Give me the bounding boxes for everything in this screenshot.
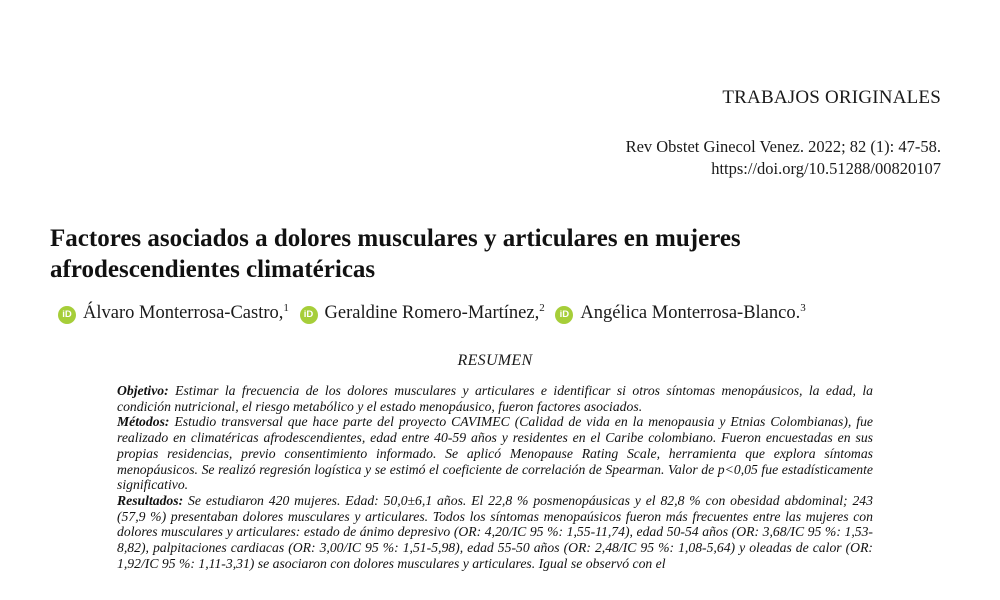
- orcid-icon[interactable]: iD: [300, 306, 318, 324]
- doi-link[interactable]: https://doi.org/10.51288/00820107: [711, 159, 941, 178]
- author-affiliation: 2: [539, 302, 545, 314]
- orcid-icon[interactable]: iD: [58, 306, 76, 324]
- abstract-section-text: Se estudiaron 420 mujeres. Edad: 50,0±6,1 años. El 22,8 % posmenopáusicas y el 82,8 % con obesidad abdominal; 243 (57,9 %) presentaban dolores musculares y articulares. Todos los síntomas menopaúsicos fueron más frecuentes entre las mujeres con dolores musculares y articulares: estado de ánimo depresivo (OR: 4,20/IC 95 %: 1,55-11,74), edad 50-54 años (OR: 3,68/IC 95 %: 1,53-8,82), palpitaciones cardiacas (OR: 3,00/IC 95 %: 1,51-5,98), edad 55-50 años (OR: 2,48/IC 95 %: 1,08-5,64) y oleadas de calor (OR: 1,92/IC 95 %: 1,11-3,31) se asociaron con dolores musculares y articulares. Igual se observó con el: [117, 492, 873, 571]
- article-title: [50, 223, 950, 285]
- section-label: TRABAJOS ORIGINALES: [722, 87, 941, 108]
- author-list: [58, 300, 812, 326]
- author-1: [58, 300, 289, 326]
- author-name: Angélica Monterrosa-Blanco.: [580, 303, 801, 323]
- orcid-icon[interactable]: iD: [555, 306, 573, 324]
- abstract-section-text: Estudio transversal que hace parte del proyecto CAVIMEC (Calidad de vida en la menopausia y Etnias Colombianas), fue realizado en climatéricas afrodescendientes, edad entre 40-59 años y residentes en el Caribe colombiano. Fueron encuestadas en sus propias residencias, previo consentimiento informado. Se aplicó Menopause Rating Scale, herramienta que explora síntomas menopáusicos. Se realizó regresión logística y se estimó el coeficiente de correlación de Spearman. Valor de p<0,05 fue estadísticamente significativo.: [117, 414, 874, 493]
- abstract-body: [117, 383, 873, 571]
- author-affiliation: 3: [800, 302, 806, 314]
- abstract-section-label: Métodos:: [117, 414, 170, 430]
- abstract-heading: RESUMEN: [457, 352, 533, 369]
- author-2: [300, 300, 545, 326]
- article-title-line-2: afrodescendientes climatéricas: [50, 256, 376, 283]
- abstract-section-text: Estimar la frecuencia de los dolores musculares y articulares e identificar si otros síntomas menopáusicos, la edad, la condición nutricional, el riesgo metabólico y el estado menopáusico, fueron factores asociados.: [117, 383, 873, 414]
- abstract-section-label: Objetivo:: [117, 383, 169, 398]
- citation-block: [626, 136, 941, 180]
- abstract-section-label: Resultados:: [117, 492, 184, 508]
- author-3: [555, 300, 805, 326]
- author-affiliation: 1: [283, 302, 289, 314]
- author-name: Geraldine Romero-Martínez,: [324, 303, 540, 323]
- abstract-objective: [117, 383, 873, 414]
- author-name: Álvaro Monterrosa-Castro,: [83, 303, 284, 323]
- article-title-line-1: Factores asociados a dolores musculares y articulares en mujeres: [50, 225, 741, 252]
- abstract-methods: [117, 414, 873, 493]
- journal-citation: Rev Obstet Ginecol Venez. 2022; 82 (1): 47-58.: [625, 137, 941, 156]
- abstract-results: [117, 493, 873, 572]
